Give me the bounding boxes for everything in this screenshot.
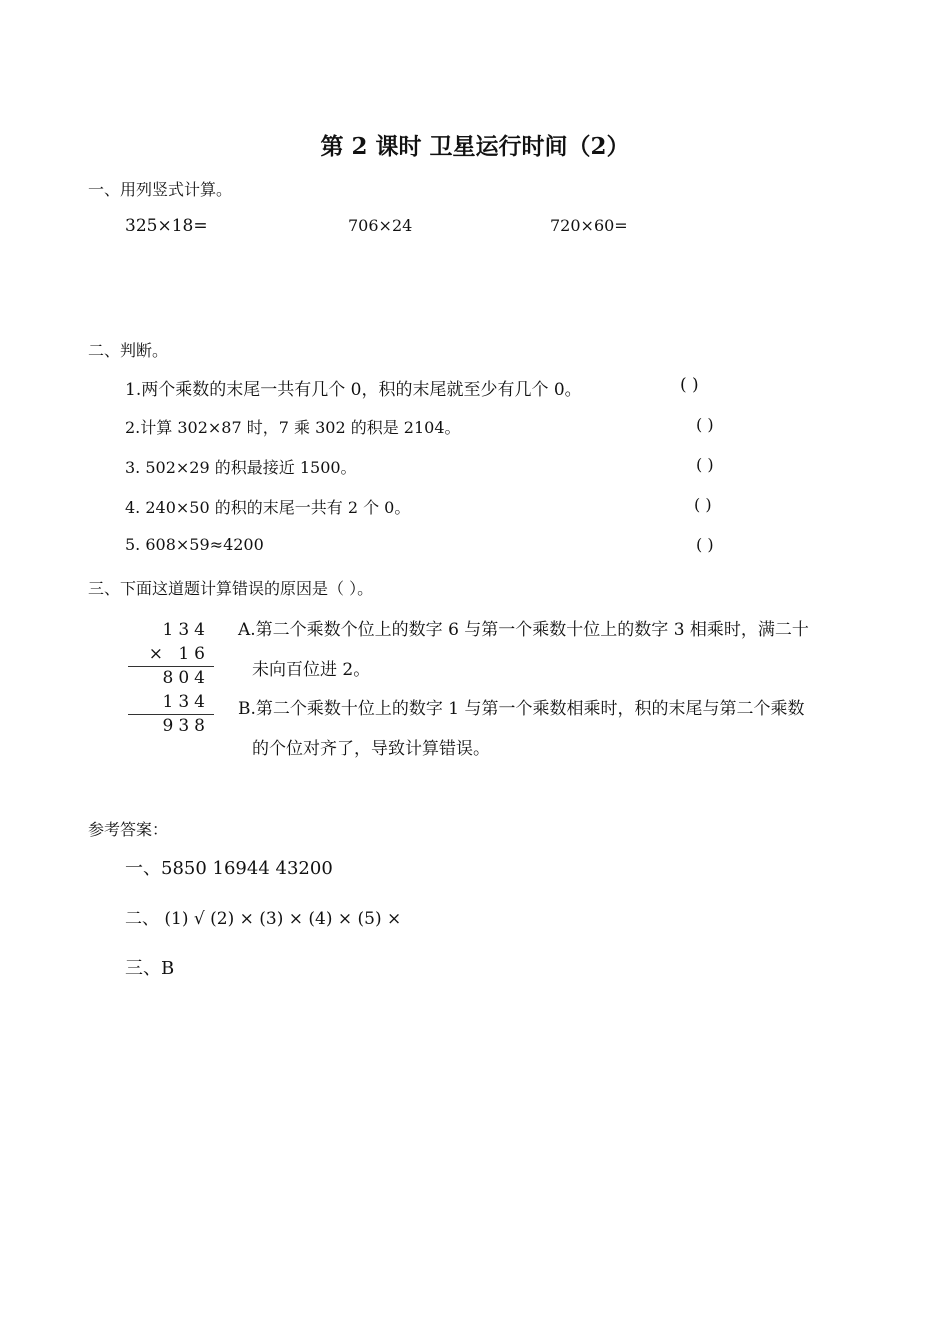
judge-item: 4. 240×50 的积的末尾一共有 2 个 0。 xyxy=(125,498,411,517)
page-title: 第 2 课时 卫星运行时间（2） xyxy=(320,133,630,160)
judge-item: 3. 502×29 的积最接近 1500。 xyxy=(125,458,357,477)
answer-paren[interactable]: ( ) xyxy=(696,535,714,554)
option-a: A.第二个乘数个位上的数字 6 与第一个乘数十位上的数字 3 相乘时，满二十 xyxy=(238,620,809,640)
calc-line: × 16 xyxy=(148,644,210,664)
calc-rule xyxy=(128,666,214,667)
calc-item: 706×24 xyxy=(348,216,413,235)
judge-item: 1.两个乘数的末尾一共有几个 0，积的末尾就至少有几个 0。 xyxy=(125,380,582,400)
calc-item: 720×60= xyxy=(550,216,628,235)
answer-paren[interactable]: ( ) xyxy=(696,455,714,474)
judge-item: 5. 608×59≈4200 xyxy=(125,535,264,554)
calc-line: 134 xyxy=(162,620,210,640)
answer-2: 二、 (1) √ (2) × (3) × (4) × (5) × xyxy=(125,909,402,929)
answer-paren[interactable]: ( ) xyxy=(694,495,712,514)
calc-line: 804 xyxy=(162,668,210,688)
option-a-cont: 未向百位进 2。 xyxy=(252,660,371,680)
answers-heading: 参考答案： xyxy=(88,820,169,839)
answer-paren[interactable]: ( ) xyxy=(680,375,699,395)
judge-item: 2.计算 302×87 时，7 乘 302 的积是 2104。 xyxy=(125,418,461,437)
calc-item: 325×18= xyxy=(125,216,208,236)
calc-line: 134 xyxy=(162,692,210,712)
answer-3: 三、B xyxy=(125,958,175,979)
section-2-heading: 二、判断。 xyxy=(88,341,169,360)
calc-rule xyxy=(128,714,214,715)
calc-line: 938 xyxy=(162,716,210,736)
section-3-heading: 三、下面这道题计算错误的原因是（ ）。 xyxy=(88,579,374,598)
section-1-heading: 一、用列竖式计算。 xyxy=(88,180,233,199)
option-b-cont: 的个位对齐了，导致计算错误。 xyxy=(252,739,490,759)
answer-paren[interactable]: ( ) xyxy=(696,415,714,434)
answer-1: 一、5850 16944 43200 xyxy=(125,858,333,879)
option-b: B.第二个乘数十位上的数字 1 与第一个乘数相乘时，积的末尾与第二个乘数 xyxy=(238,699,805,719)
